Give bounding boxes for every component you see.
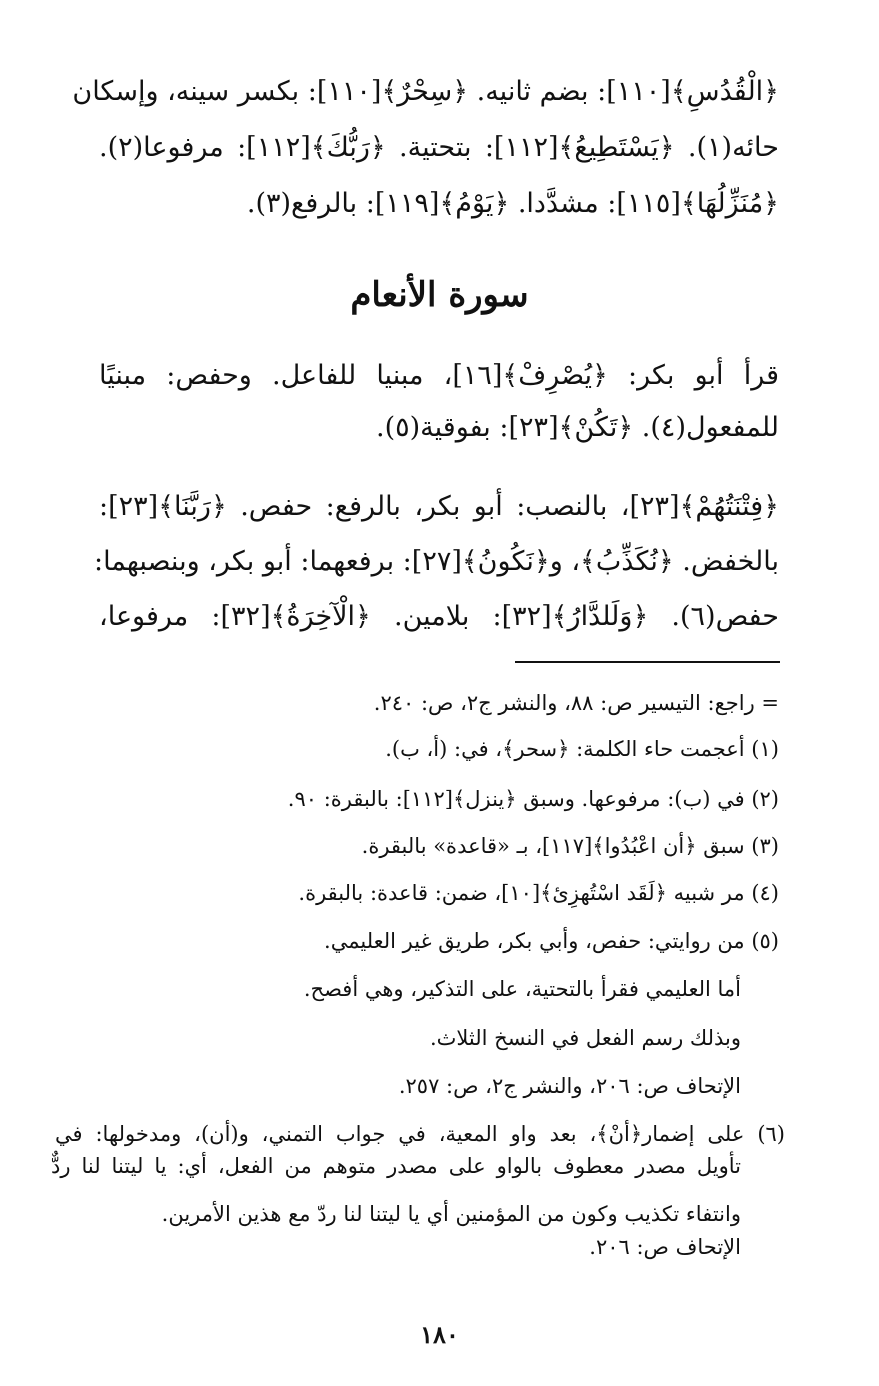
text-line: ﴿الْقُدُسِ﴾[١١٠]: بضم ثانيه. ﴿سِحْرٌ﴾[١١٠]: بكسر سينه، وإسكان — [72, 76, 779, 107]
footnote-4: (٤) مر شبيه ﴿لَقَد اسْتُهزِئ﴾[١٠]، ضمن: قاعدة: بالبقرة. — [298, 881, 779, 905]
footnote-6-line: (٦) على إضمار﴿أنْ﴾، بعد واو المعية، في جواب التمني، و(أن)، ومدخولها: في — [55, 1122, 785, 1146]
text-line: قرأ أبو بكر: ﴿يُصْرِفْ﴾[١٦]، مبنيا للفاعل. وحفص: مبنيًا — [99, 360, 779, 391]
footnote-5-line: الإتحاف ص: ٢٠٦، والنشر ج٢، ص: ٢٥٧. — [398, 1074, 741, 1098]
footnote-2: (٢) في (ب): مرفوعها. وسبق ﴿ينزل﴾[١١٢]: بالبقرة: ٩٠. — [287, 787, 779, 811]
text-line: ﴿مُنَزِّلُهَا﴾[١١٥]: مشدَّدا. ﴿يَوْمُ﴾[١١٩]: بالرفع(٣). — [246, 188, 779, 219]
footnote-reference: = راجع: التيسير ص: ٨٨، والنشر ج٢، ص: ٢٤٠. — [373, 691, 779, 715]
footnote-6-line: تأويل مصدر معطوف بالواو على مصدر متوهم من الفعل، أي: يا ليتنا لنا ردٌّ — [51, 1154, 741, 1178]
text-line: ﴿فِتْنَتُهُمْ﴾[٢٣]، بالنصب: أبو بكر، بالرفع: حفص. ﴿رَبَّنَا﴾[٢٣]: — [99, 491, 779, 522]
footnote-6-line: الإتحاف ص: ٢٠٦. — [589, 1235, 741, 1259]
footnote-5-line: أما العليمي فقرأ بالتحتية، على التذكير، وهي أفصح. — [303, 977, 741, 1001]
footnote-6-line: وانتفاء تكذيب وكون من المؤمنين أي يا ليتنا لنا ردّ مع هذين الأمرين. — [161, 1202, 741, 1226]
surah-title: سورة الأنعام — [350, 275, 529, 315]
text-line: بالخفض. ﴿نُكَذِّبُ﴾، و﴿نَكُونُ﴾[٢٧]: برفعهما: أبو بكر، وبنصبهما: — [93, 546, 779, 577]
text-line: للمفعول(٤). ﴿تَكُنْ﴾[٢٣]: بفوقية(٥). — [376, 412, 779, 443]
text-line: حائه(١). ﴿يَسْتَطِيعُ﴾[١١٢]: بتحتية. ﴿رَبُّكَ﴾[١١٢]: مرفوعا(٢). — [99, 132, 779, 163]
page-number: ١٨٠ — [420, 1320, 459, 1349]
footnote-5-line: وبذلك رسم الفعل في النسخ الثلاث. — [429, 1026, 741, 1050]
footnote-separator — [515, 661, 780, 663]
text-line: حفص(٦). ﴿وَلَلدَّارُ﴾[٣٢]: بلامين. ﴿الْآخِرَةُ﴾[٣٢]: مرفوعا، — [99, 601, 779, 632]
footnote-5-line: (٥) من روايتي: حفص، وأبي بكر، طريق غير العليمي. — [324, 929, 779, 953]
footnote-1: (١) أعجمت حاء الكلمة: ﴿سحر﴾، في: (أ، ب). — [385, 737, 779, 761]
footnote-3: (٣) سبق ﴿أن اعْبُدُوا﴾[١١٧]، بـ «قاعدة» بالبقرة. — [361, 834, 779, 858]
